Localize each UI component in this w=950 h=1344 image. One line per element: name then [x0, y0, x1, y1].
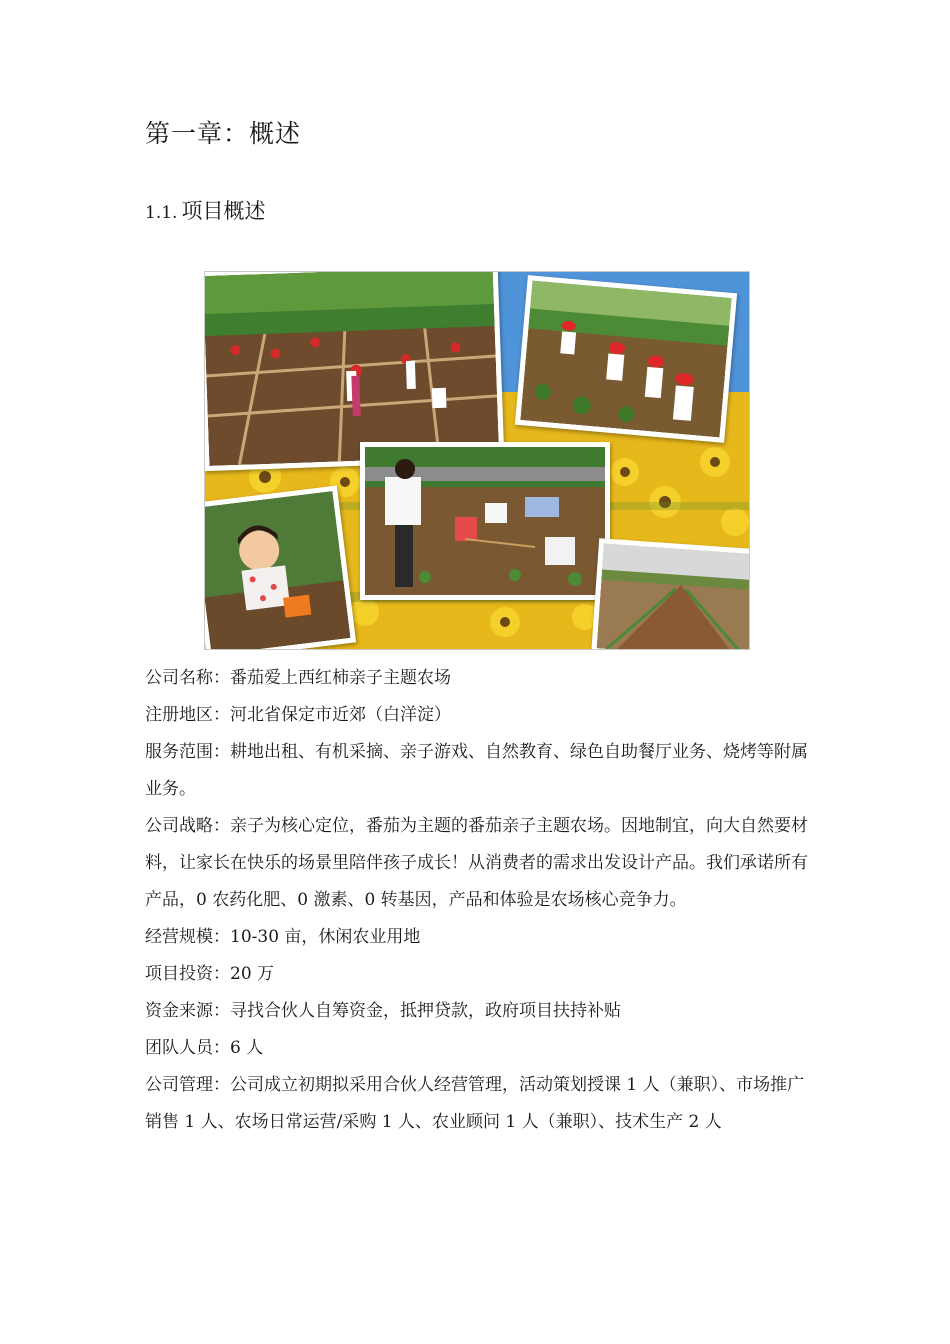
- furrow-field-photo: [591, 538, 750, 650]
- farm-collage-image: [204, 271, 750, 650]
- children-planting-photo: [515, 275, 737, 443]
- project-overview-text: [145, 660, 810, 1141]
- chapter-title: 第一章：概述: [145, 119, 302, 148]
- registration-region-paragraph: 注册地区：河北省保定市近郊（白洋淀）: [145, 705, 451, 725]
- company-name-paragraph: 公司名称：番茄爱上西红柿亲子主题农场: [145, 668, 451, 688]
- company-strategy-paragraph: 公司战略：亲子为核心定位，番茄为主题的番茄亲子主题农场。因地制宜，向大自然要材料，让家长在快乐的场景里陪伴孩子成长！从消费者的需求出发设计产品。我们承诺所有产品，0 农药化肥、0 激素、0 转基因，产品和体验是农场核心竞争力。: [145, 816, 808, 910]
- section-number: 1.1.: [145, 203, 178, 223]
- funding-source-paragraph: 资金来源：寻找合伙人自筹资金，抵押贷款，政府项目扶持补贴: [145, 1001, 621, 1021]
- service-scope-paragraph: 服务范围：耕地出租、有机采摘、亲子游戏、自然教育、绿色自助餐厅业务、烧烤等附属业务。: [145, 742, 808, 799]
- business-scale-paragraph: 经营规模：10-30 亩，休闲农业用地: [145, 927, 421, 947]
- project-investment-paragraph: 项目投资：20 万: [145, 964, 275, 984]
- toddler-photo: [204, 485, 356, 650]
- family-gardening-photo: [360, 442, 610, 600]
- team-size-paragraph: 团队人员：6 人: [145, 1038, 264, 1058]
- section-title: 项目概述: [181, 199, 266, 223]
- section-heading: [145, 195, 265, 225]
- company-management-paragraph: 公司管理：公司成立初期拟采用合伙人经营管理，活动策划授课 1 人（兼职）、市场推广销售 1 人、农场日常运营/采购 1 人、农业顾问 1 人（兼职）、技术生产 2 人: [145, 1075, 805, 1132]
